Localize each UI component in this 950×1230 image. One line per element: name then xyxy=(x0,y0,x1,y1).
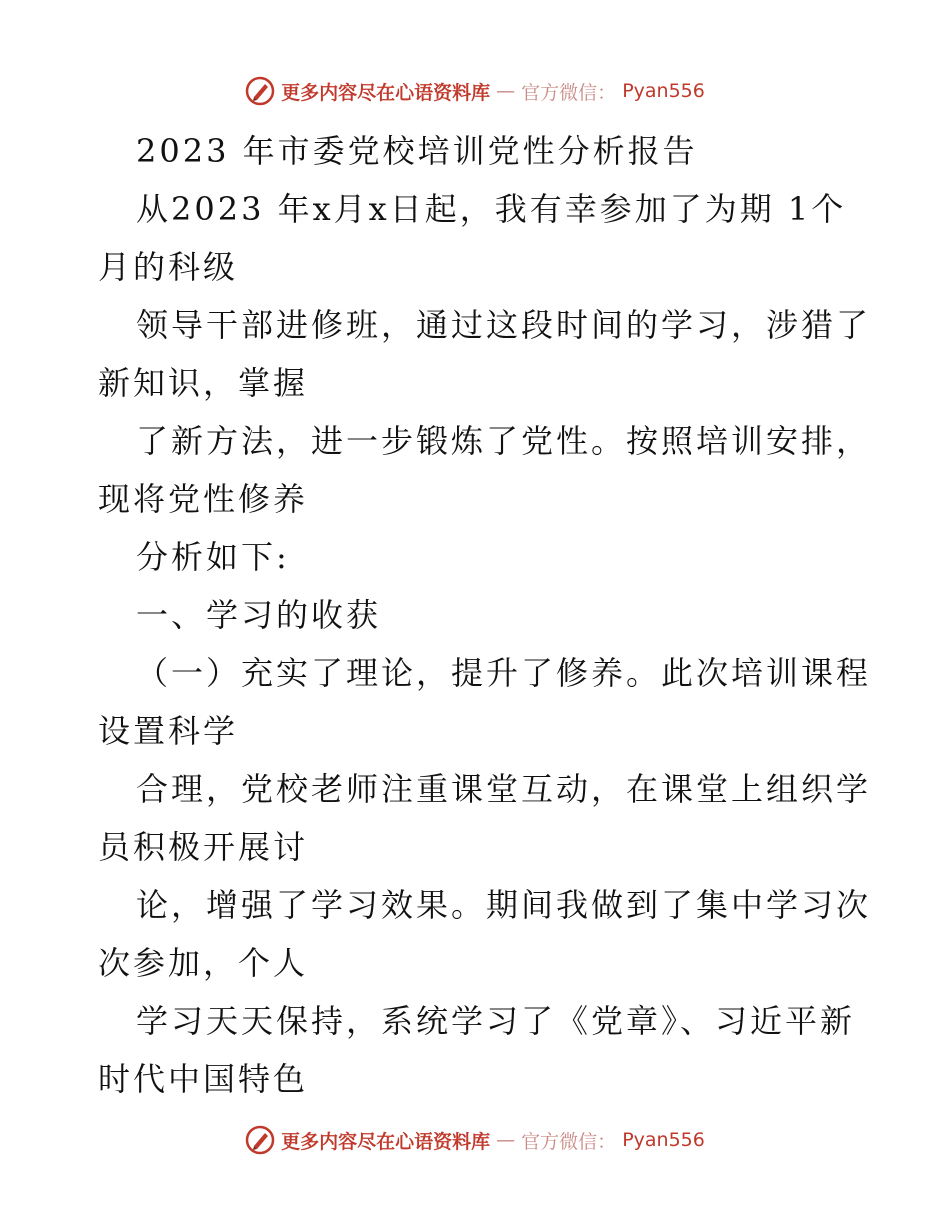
watermark-dash: — xyxy=(496,1129,516,1151)
paragraph-line: （一）充实了理论，提升了修养。此次培训课程 xyxy=(136,654,872,692)
paragraph-line: 设置科学 xyxy=(98,712,239,750)
watermark-official: 官方微信： xyxy=(521,1130,617,1153)
paragraph-line: 合理，党校老师注重课堂互动，在课堂上组织学 xyxy=(136,770,872,808)
paragraph-line: 分析如下: xyxy=(136,538,290,576)
document-title: 2023 年市委党校培训党性分析报告 xyxy=(136,132,698,170)
watermark-dash: — xyxy=(496,80,516,102)
paragraph-line: 新知识，掌握 xyxy=(98,364,309,402)
footer-watermark xyxy=(0,1123,950,1157)
paragraph-line: 员积极开展讨 xyxy=(98,828,309,866)
paragraph-line: 月的科级 xyxy=(98,248,239,286)
pen-logo-icon xyxy=(245,1125,275,1155)
paragraph-line: 从2023 年x月x日起，我有幸参加了为期 1个 xyxy=(136,190,847,228)
document-body xyxy=(98,122,872,1108)
paragraph-line: 次参加，个人 xyxy=(98,944,309,982)
paragraph-line: 学习天天保持，系统学习了《党章》、习近平新 xyxy=(136,1002,856,1040)
header-watermark xyxy=(0,74,950,108)
paragraph-line: 了新方法，进一步锻炼了党性。按照培训安排， xyxy=(136,422,872,460)
paragraph-line: 领导干部进修班，通过这段时间的学习，涉猎了 xyxy=(136,306,872,344)
watermark-code: Pyan556 xyxy=(622,1129,705,1151)
paragraph-line: 现将党性修养 xyxy=(98,480,309,518)
paragraph-line: 论，增强了学习效果。期间我做到了集中学习次 xyxy=(136,886,872,924)
paragraph-line: 时代中国特色 xyxy=(98,1060,309,1098)
watermark-brand: 更多内容尽在心语资料库 xyxy=(281,1130,491,1153)
pen-logo-icon xyxy=(245,76,275,106)
section-heading: 一、学习的收获 xyxy=(136,596,382,634)
watermark-code: Pyan556 xyxy=(622,80,705,102)
watermark-official: 官方微信： xyxy=(521,81,617,104)
watermark-brand: 更多内容尽在心语资料库 xyxy=(281,81,491,104)
